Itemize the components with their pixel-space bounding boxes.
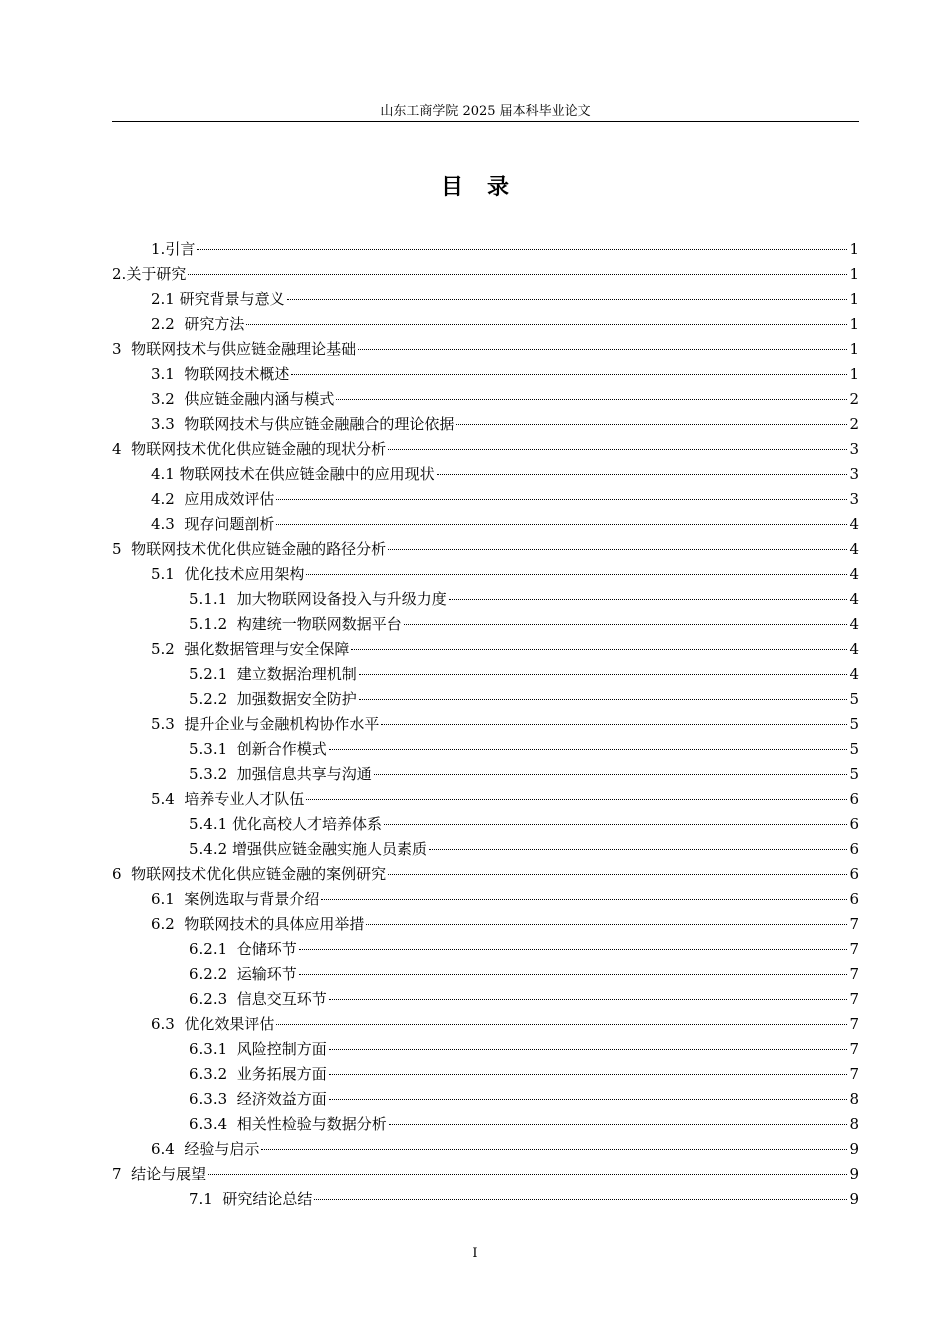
toc-entry-title: 应用成效评估 <box>184 490 275 508</box>
toc-entry-page: 2 <box>849 415 859 433</box>
toc-entry-page: 6 <box>849 865 859 883</box>
toc-dot-leader <box>287 298 848 300</box>
toc-dot-leader <box>389 1123 848 1125</box>
toc-dot-leader <box>358 348 847 350</box>
toc-entry-number: 6.4 <box>151 1140 185 1158</box>
toc-entry-page: 7 <box>849 1065 859 1083</box>
toc-dot-leader <box>359 673 848 675</box>
toc-entry-title: 优化高校人才培养体系 <box>231 815 382 833</box>
toc-entry-title: 研究背景与意义 <box>179 290 285 308</box>
toc-entry-page: 7 <box>849 1040 859 1058</box>
toc-dot-leader <box>188 273 847 275</box>
toc-entry[interactable] <box>112 737 859 762</box>
toc-entry-page: 1 <box>849 340 859 358</box>
toc-dot-leader <box>276 523 847 525</box>
toc-entry-title: 优化效果评估 <box>184 1015 275 1033</box>
toc-entry-number: 5.3 <box>151 715 185 733</box>
toc-entry[interactable] <box>112 287 859 312</box>
toc-dot-leader <box>388 873 847 875</box>
toc-entry-number: 6.2.2 <box>189 965 237 983</box>
toc-entry-number: 5.1.1 <box>189 590 237 608</box>
toc-entry-title: 经验与启示 <box>184 1140 260 1158</box>
toc-entry-number: 4.3 <box>151 515 185 533</box>
toc-dot-leader <box>314 1198 847 1200</box>
toc-entry[interactable] <box>112 637 859 662</box>
toc-entry[interactable] <box>112 787 859 812</box>
toc-entry-page: 8 <box>849 1090 859 1108</box>
toc-entry[interactable] <box>112 1062 859 1087</box>
toc-entry-page: 6 <box>849 840 859 858</box>
toc-entry[interactable] <box>112 937 859 962</box>
toc-entry[interactable] <box>112 687 859 712</box>
toc-entry-title: 现存问题剖析 <box>184 515 275 533</box>
toc-dot-leader <box>437 473 848 475</box>
toc-dot-leader <box>388 548 847 550</box>
toc-entry-number: 6.2.3 <box>189 990 237 1008</box>
toc-entry-page: 7 <box>849 990 859 1008</box>
toc-entry[interactable] <box>112 962 859 987</box>
page-title: 目录 <box>440 175 533 200</box>
toc-entry-title: 案例选取与背景介绍 <box>184 890 320 908</box>
toc-dot-leader <box>329 1073 848 1075</box>
toc-entry[interactable] <box>112 537 859 562</box>
toc-entry-title: 研究结论总结 <box>222 1190 313 1208</box>
toc-entry-title: 增强供应链金融实施人员素质 <box>231 840 427 858</box>
toc-entry-number: 5.2.1 <box>189 665 237 683</box>
toc-entry[interactable] <box>112 437 859 462</box>
toc-entry-number: 6 <box>112 865 132 883</box>
toc-entry-page: 9 <box>849 1140 859 1158</box>
toc-entry[interactable] <box>112 612 859 637</box>
toc-entry-title: 关于研究 <box>126 265 187 283</box>
toc-entry-page: 4 <box>849 515 859 533</box>
toc-entry-number: 5.1 <box>151 565 185 583</box>
toc-entry-page: 3 <box>849 440 859 458</box>
toc-entry-page: 4 <box>849 540 859 558</box>
toc-dot-leader <box>321 898 847 900</box>
toc-entry-number: 6.3 <box>151 1015 185 1033</box>
toc-dot-leader <box>329 1098 848 1100</box>
toc-entry-title: 优化技术应用架构 <box>184 565 305 583</box>
toc-entry-title: 物联网技术优化供应链金融的现状分析 <box>131 440 387 458</box>
toc-entry-page: 1 <box>849 240 859 258</box>
toc-dot-leader <box>456 423 847 425</box>
toc-dot-leader <box>366 923 847 925</box>
toc-entry[interactable] <box>112 1037 859 1062</box>
toc-entry[interactable] <box>112 237 859 262</box>
running-header: 山东工商学院 2025 届本科毕业论文 <box>380 104 591 119</box>
toc-entry-number: 3 <box>112 340 132 358</box>
page-number: I <box>472 1246 478 1261</box>
toc-entry[interactable] <box>112 362 859 387</box>
toc-dot-leader <box>306 573 847 575</box>
toc-entry-number: 6.1 <box>151 890 185 908</box>
toc-entry[interactable] <box>112 662 859 687</box>
toc-entry-page: 4 <box>849 615 859 633</box>
toc-dot-leader <box>246 323 847 325</box>
toc-entry[interactable] <box>112 337 859 362</box>
toc-entry-page: 1 <box>849 365 859 383</box>
toc-entry-number: 3.1 <box>151 365 185 383</box>
toc-entry-number: 6.2 <box>151 915 185 933</box>
toc-entry-page: 1 <box>849 290 859 308</box>
toc-entry-page: 8 <box>849 1115 859 1133</box>
toc-entry-title: 相关性检验与数据分析 <box>236 1115 387 1133</box>
toc-entry-title: 运输环节 <box>236 965 297 983</box>
toc-dot-leader <box>329 998 848 1000</box>
toc-entry-title: 供应链金融内涵与模式 <box>184 390 335 408</box>
toc-dot-leader <box>329 1048 848 1050</box>
toc-entry-title: 提升企业与金融机构协作水平 <box>184 715 380 733</box>
toc-entry-page: 7 <box>849 1015 859 1033</box>
toc-dot-leader <box>359 698 848 700</box>
toc-entry-title: 风险控制方面 <box>236 1040 327 1058</box>
toc-entry-page: 7 <box>849 915 859 933</box>
toc-entry[interactable] <box>112 887 859 912</box>
toc-entry[interactable] <box>112 912 859 937</box>
toc-entry-page: 4 <box>849 640 859 658</box>
toc-entry[interactable] <box>112 812 859 837</box>
toc-entry-title: 创新合作模式 <box>236 740 327 758</box>
toc-dot-leader <box>208 1173 847 1175</box>
toc-dot-leader <box>449 598 848 600</box>
toc-dot-leader <box>351 648 847 650</box>
toc-dot-leader <box>299 948 848 950</box>
toc-dot-leader <box>384 823 848 825</box>
toc-entry[interactable] <box>112 1012 859 1037</box>
toc-dot-leader <box>374 773 848 775</box>
toc-entry-page: 5 <box>849 765 859 783</box>
toc-entry-number: 5.4 <box>151 790 185 808</box>
toc-entry[interactable] <box>112 387 859 412</box>
toc-entry[interactable] <box>112 1187 859 1212</box>
toc-entry[interactable] <box>112 1137 859 1162</box>
toc-entry-number: 3.2 <box>151 390 185 408</box>
toc-entry-number: 6.3.4 <box>189 1115 237 1133</box>
toc-entry-number: 4 <box>112 440 132 458</box>
toc-entry-page: 2 <box>849 390 859 408</box>
toc-entry-number: 2.1 <box>151 290 180 308</box>
toc-entry-page: 6 <box>849 815 859 833</box>
toc-dot-leader <box>306 798 847 800</box>
toc-entry-page: 9 <box>849 1165 859 1183</box>
toc-entry-title: 构建统一物联网数据平台 <box>236 615 402 633</box>
toc-entry-title: 物联网技术优化供应链金融的案例研究 <box>131 865 387 883</box>
toc-entry-page: 3 <box>849 490 859 508</box>
toc-entry-title: 强化数据管理与安全保障 <box>184 640 350 658</box>
toc-dot-leader <box>336 398 847 400</box>
toc-dot-leader <box>276 498 847 500</box>
toc-entry-page: 4 <box>849 565 859 583</box>
toc-entry-number: 5.2 <box>151 640 185 658</box>
toc-entry-number: 2. <box>112 265 127 283</box>
toc-entry-title: 经济效益方面 <box>236 1090 327 1108</box>
toc-entry-number: 1. <box>151 240 166 258</box>
toc-entry-number: 5.4.2 <box>189 840 232 858</box>
toc-entry-page: 5 <box>849 690 859 708</box>
toc-dot-leader <box>261 1148 847 1150</box>
toc-dot-leader <box>388 448 847 450</box>
toc-entry-title: 业务拓展方面 <box>236 1065 327 1083</box>
toc-entry-page: 7 <box>849 965 859 983</box>
toc-dot-leader <box>291 373 847 375</box>
toc-entry[interactable] <box>112 462 859 487</box>
toc-entry-number: 5.2.2 <box>189 690 237 708</box>
toc-dot-leader <box>404 623 848 625</box>
toc-entry-page: 7 <box>849 940 859 958</box>
toc-entry-number: 5 <box>112 540 132 558</box>
toc-entry-number: 6.3.1 <box>189 1040 237 1058</box>
toc-dot-leader <box>381 723 847 725</box>
toc-entry[interactable] <box>112 412 859 437</box>
toc-dot-leader <box>276 1023 847 1025</box>
toc-entry[interactable] <box>112 862 859 887</box>
toc-entry-title: 物联网技术的具体应用举措 <box>184 915 365 933</box>
toc-entry[interactable] <box>112 512 859 537</box>
toc-entry-page: 4 <box>849 590 859 608</box>
table-of-contents <box>112 237 859 1212</box>
toc-entry-title: 培养专业人才队伍 <box>184 790 305 808</box>
toc-entry-page: 1 <box>849 265 859 283</box>
toc-entry[interactable] <box>112 312 859 337</box>
toc-entry-page: 4 <box>849 665 859 683</box>
toc-entry-number: 5.3.1 <box>189 740 237 758</box>
toc-entry-number: 6.3.3 <box>189 1090 237 1108</box>
toc-entry[interactable] <box>112 762 859 787</box>
toc-entry-title: 引言 <box>165 240 196 258</box>
toc-dot-leader <box>329 748 848 750</box>
toc-entry-page: 6 <box>849 790 859 808</box>
toc-entry-title: 加大物联网设备投入与升级力度 <box>236 590 447 608</box>
toc-entry-number: 7 <box>112 1165 132 1183</box>
toc-entry[interactable] <box>112 1162 859 1187</box>
toc-entry-page: 5 <box>849 715 859 733</box>
toc-entry[interactable] <box>112 262 859 287</box>
toc-entry-title: 研究方法 <box>184 315 245 333</box>
toc-entry-number: 6.2.1 <box>189 940 237 958</box>
toc-entry-page: 9 <box>849 1190 859 1208</box>
toc-entry-title: 物联网技术与供应链金融理论基础 <box>131 340 357 358</box>
toc-entry[interactable] <box>112 587 859 612</box>
toc-entry-title: 物联网技术在供应链金融中的应用现状 <box>179 465 435 483</box>
toc-entry-title: 仓储环节 <box>236 940 297 958</box>
toc-entry-title: 结论与展望 <box>131 1165 207 1183</box>
toc-entry[interactable] <box>112 562 859 587</box>
toc-entry[interactable] <box>112 712 859 737</box>
toc-entry-title: 物联网技术与供应链金融融合的理论依据 <box>184 415 455 433</box>
toc-entry-title: 物联网技术优化供应链金融的路径分析 <box>131 540 387 558</box>
toc-entry-page: 3 <box>849 465 859 483</box>
toc-entry[interactable] <box>112 487 859 512</box>
toc-dot-leader <box>197 248 847 250</box>
toc-entry-title: 加强信息共享与沟通 <box>236 765 372 783</box>
toc-entry-number: 5.3.2 <box>189 765 237 783</box>
toc-entry[interactable] <box>112 987 859 1012</box>
toc-entry-number: 5.1.2 <box>189 615 237 633</box>
toc-entry-number: 4.2 <box>151 490 185 508</box>
toc-entry[interactable] <box>112 837 859 862</box>
toc-entry-title: 物联网技术概述 <box>184 365 290 383</box>
toc-entry-number: 2.2 <box>151 315 185 333</box>
toc-entry-number: 5.4.1 <box>189 815 232 833</box>
toc-entry-page: 1 <box>849 315 859 333</box>
toc-dot-leader <box>299 973 848 975</box>
toc-entry-title: 加强数据安全防护 <box>236 690 357 708</box>
toc-entry-page: 6 <box>849 890 859 908</box>
toc-entry-title: 信息交互环节 <box>236 990 327 1008</box>
toc-entry-number: 4.1 <box>151 465 180 483</box>
header-rule <box>112 121 859 122</box>
toc-entry-number: 7.1 <box>189 1190 223 1208</box>
toc-entry-number: 6.3.2 <box>189 1065 237 1083</box>
toc-entry-title: 建立数据治理机制 <box>236 665 357 683</box>
toc-dot-leader <box>429 848 848 850</box>
toc-entry[interactable] <box>112 1087 859 1112</box>
toc-entry[interactable] <box>112 1112 859 1137</box>
toc-entry-page: 5 <box>849 740 859 758</box>
toc-entry-number: 3.3 <box>151 415 185 433</box>
